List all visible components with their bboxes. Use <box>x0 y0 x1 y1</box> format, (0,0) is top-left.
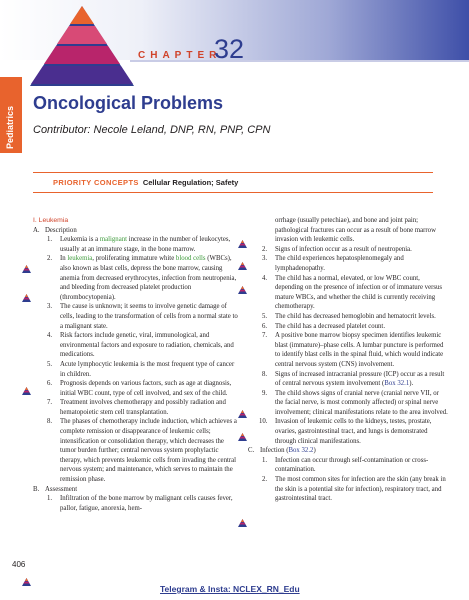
priority-pyramid-icon <box>238 433 247 441</box>
list-item: 5. The child has decreased hemoglobin and hematocrit levels. <box>262 312 436 320</box>
list-item: 2. The most common sites for infection are the skin (any break in the skin is a potential site for infection), respiratory tract, and gastrointestinal tract. <box>262 476 446 503</box>
left-column <box>33 216 238 513</box>
list-item: 9. The child shows signs of cranial nerve (cranial nerve VII, or the facial nerve, is most commonly affected) or spinal nerve involvement; clinical manifestations relate to the area involved. <box>262 389 448 416</box>
list-item: 3. The cause is unknown; it seems to involve genetic damage of cells, leading to the transformation of cells from a normal state to a malignant state. <box>47 303 238 330</box>
pyramid-logo-icon <box>28 4 136 90</box>
list-item: B. Assessment <box>33 485 78 493</box>
priority-pyramid-icon <box>238 262 247 270</box>
box-link[interactable]: Box 32.2 <box>288 447 314 455</box>
list-item: A. Description <box>33 226 77 234</box>
glossary-link[interactable]: blood cells <box>175 255 206 263</box>
contributor-line: Contributor: Necole Leland, DNP, RN, PNP, CPN <box>33 124 271 136</box>
list-item: 1. Infiltration of the bone marrow by malignant cells causes fever, pallor, fatigue, anorexia, hem- <box>47 495 233 512</box>
list-item: 6. The child has a decreased platelet count. <box>262 322 386 330</box>
list-item: C. Infection (Box 32.2) <box>248 447 316 455</box>
list-item: 7. Treatment involves chemotherapy and possibly radiation and hematopoietic stem cell transplantation. <box>47 399 226 416</box>
priority-pyramid-icon <box>238 240 247 248</box>
priority-concepts <box>53 178 238 187</box>
box-link[interactable]: Box 32.1 <box>384 380 410 388</box>
footer-link[interactable]: Telegram & Insta: NCLEX_RN_Edu <box>160 584 300 594</box>
glossary-link[interactable]: leukemia <box>67 255 93 263</box>
list-item: 6. Prognosis depends on various factors, such as age at diagnosis, initial WBC count, type of cell involved, and sex of the child. <box>47 380 232 397</box>
priority-rule-top <box>33 172 433 173</box>
priority-pyramid-icon <box>238 286 247 294</box>
priority-pyramid-icon <box>22 387 31 395</box>
list-item: 3. The child experiences hepatosplenomegaly and lymphadenopathy. <box>262 255 404 272</box>
priority-pyramid-icon <box>238 519 247 527</box>
list-item: 4. The child has a normal, elevated, or low WBC count, depending on the presence of infection or of immature versus mature WBCs, and whether the child is currently receiving chemotherapy. <box>262 274 443 311</box>
list-item: 7. A positive bone marrow biopsy specimen identifies leukemic blast (immature)–phase cells. A lumbar puncture is performed to identify blast cells in the spinal fluid, which would indicate central nervous system (CNS) involvement. <box>262 332 444 368</box>
list-item: 10. Invasion of leukemic cells to the kidneys, testes, prostate, ovaries, gastrointestinal tract, and lungs is demonstrated through clinical manifestations. <box>259 418 432 445</box>
chapter-number: 32 <box>214 34 245 64</box>
list-item: 8. The phases of chemotherapy include induction, which achieves a complete remission or disappearance of leukemic cells; intensification or consolidation therapy, which decreases the tumor burden further; central nervous system prophylactic therapy, which prevents leukemic cells from invading the central nervous system; and maintenance, which serves to maintain the remission phase. <box>47 418 237 484</box>
priority-pyramid-icon <box>22 265 31 273</box>
list-item: 1. Infection can occur through self-contamination or cross-contamination. <box>262 456 429 474</box>
list-item: 2. In leukemia, proliferating immature white blood cells (WBCs), also known as blast cells, depress the bone marrow, causing anemia from decreased erythrocytes, infection from neutropenia, and bleeding from decreased platelet production (thrombocytopenia). <box>47 255 237 301</box>
chapter-label: CHAPTER <box>138 50 222 61</box>
page-number: 406 <box>12 560 26 569</box>
glossary-link[interactable]: malignant <box>99 236 128 244</box>
section-tab <box>0 77 22 153</box>
page-title: Oncological Problems <box>33 93 224 113</box>
priority-label: PRIORITY CONCEPTS <box>53 178 139 187</box>
priority-text: Cellular Regulation; Safety <box>142 178 239 187</box>
section-heading: I. Leukemia <box>33 217 69 224</box>
priority-pyramid-icon <box>22 578 31 586</box>
priority-rule-bottom <box>33 192 433 193</box>
list-item-continued: orrhage (usually petechiae), and bone and joint pain; pathological fractures can occur as a result of bone marrow invasion with leukemic cells. <box>275 217 436 244</box>
list-item: 8. Signs of increased intracranial pressure (ICP) occur as a result of central nervous system involvement (Box 32.1). <box>262 370 445 388</box>
list-item: 2. Signs of infection occur as a result of neutropenia. <box>262 245 412 253</box>
list-item: 4. Risk factors include genetic, viral, immunological, and environmental factors and exposure to radiation, chemicals, and medications. <box>47 332 234 359</box>
priority-pyramid-icon <box>22 294 31 302</box>
right-column <box>248 216 448 504</box>
list-item: 5. Acute lymphocytic leukemia is the most frequent type of cancer in children. <box>47 360 235 378</box>
section-tab-label: Pediatrics <box>5 105 15 149</box>
list-item: 1. Leukemia is a malignant increase in the number of leukocytes, usually at an immature stage, in the bone marrow. <box>47 236 231 253</box>
priority-pyramid-icon <box>238 410 247 418</box>
